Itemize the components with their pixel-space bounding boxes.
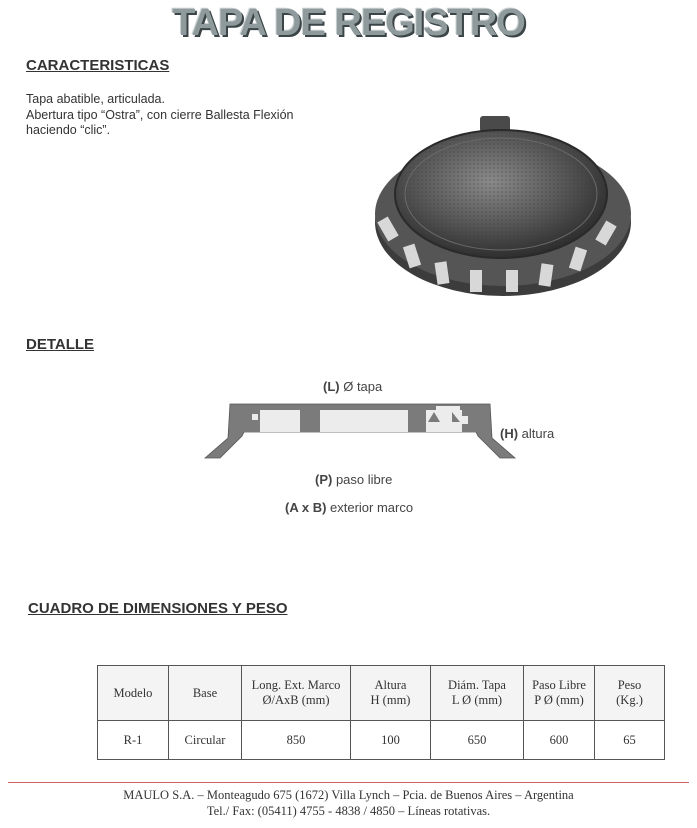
- manhole-cover-photo: [368, 110, 638, 310]
- characteristics-text: [26, 92, 356, 139]
- header-altura: Altura H (mm): [351, 666, 431, 721]
- cell-long-ext-marco: 850: [242, 721, 351, 760]
- label-p-key: (P): [315, 472, 333, 487]
- characteristics-line: haciendo “clic”.: [26, 123, 111, 137]
- label-l-text: Ø tapa: [339, 379, 383, 394]
- characteristics-line: Abertura tipo “Ostra”, con cierre Ballesta Flexión: [26, 107, 294, 122]
- label-h-key: (H): [500, 426, 519, 441]
- label-l-key: (L): [323, 379, 340, 394]
- page-title: TAPA DE REGISTRO: [172, 2, 525, 44]
- cell-base: Circular: [169, 721, 242, 760]
- footer-divider: [8, 782, 689, 783]
- cell-modelo: R-1: [98, 721, 169, 760]
- detail-heading: DETALLE: [26, 336, 95, 353]
- cell-paso-libre: 600: [524, 721, 595, 760]
- header-diam-tapa: Diám. Tapa L Ø (mm): [431, 666, 524, 721]
- cell-peso: 65: [595, 721, 665, 760]
- header-long-ext-marco: Long. Ext. Marco Ø/AxB (mm): [242, 666, 351, 721]
- footer-phone: Tel./ Fax: (05411) 4755 - 4838 / 4850 – Líneas rotativas.: [206, 804, 491, 818]
- dimensions-heading: CUADRO DE DIMENSIONES Y PESO: [28, 600, 288, 617]
- footer-address: MAULO S.A. – Monteagudo 675 (1672) Villa Lynch – Pcia. de Buenos Aires – Argentina: [123, 788, 574, 802]
- label-ab-exterior: [285, 500, 413, 515]
- cell-diam-tapa: 650: [431, 721, 524, 760]
- header-peso: Peso (Kg.): [595, 666, 665, 721]
- characteristics-heading: CARACTERISTICAS: [26, 57, 170, 74]
- label-p-text: paso libre: [332, 472, 393, 487]
- cell-altura: 100: [351, 721, 431, 760]
- label-ab-text: exterior marco: [326, 500, 414, 515]
- table-row: [98, 721, 665, 760]
- cross-section-diagram: [200, 392, 520, 472]
- label-p-paso-libre: [315, 472, 392, 487]
- header-modelo: Modelo: [98, 666, 169, 721]
- label-ab-key: (A x B): [285, 500, 327, 515]
- header-base: Base: [169, 666, 242, 721]
- characteristics-line: Tapa abatible, articulada.: [26, 92, 165, 106]
- dimensions-table: [97, 665, 665, 760]
- label-h-text: altura: [518, 426, 555, 441]
- header-paso-libre: Paso Libre P Ø (mm): [524, 666, 595, 721]
- table-header-row: [98, 666, 665, 721]
